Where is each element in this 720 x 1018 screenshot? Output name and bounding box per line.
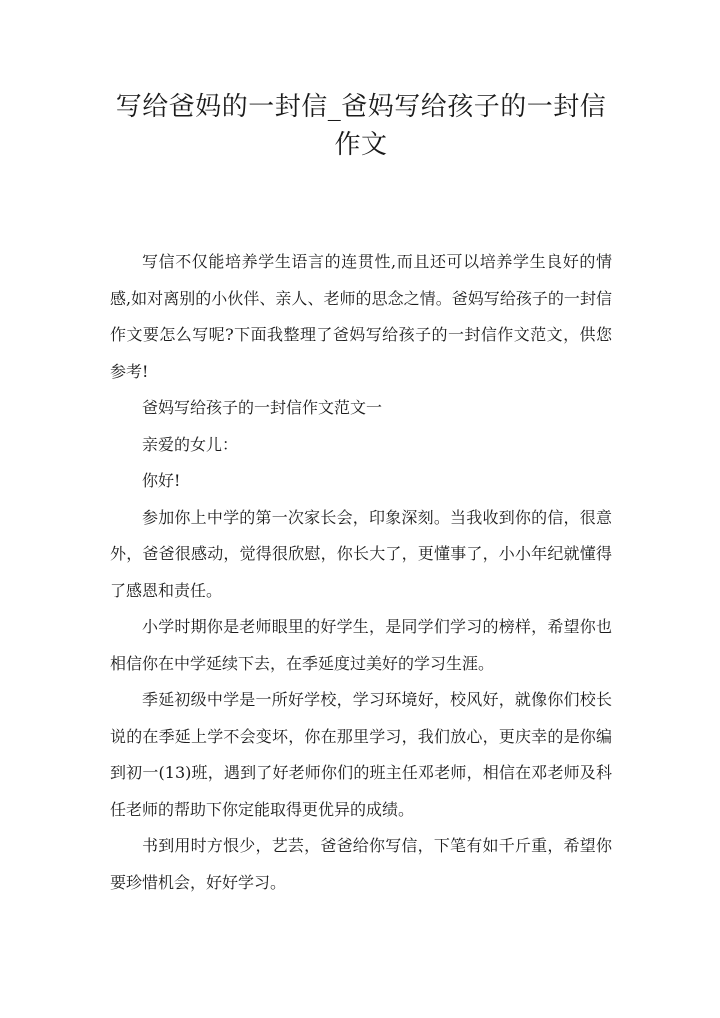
paragraph-salutation: 亲爱的女儿： [142,434,239,454]
paragraph-sample-heading: 爸妈写给孩子的一封信作文范文一 [142,398,383,417]
document-title: 写给爸妈的一封信_爸妈写给孩子的一封信作文 [115,92,607,160]
document-body [110,244,612,901]
paragraph-middle-school: 季延初级中学是一所好学校，学习环境好，校风好，就像你们校长说的在季延上学不会变坏，你在那里学习，我们放心，更庆幸的是你编到初一(13)班，遇到了好老师你们的班主任邓老师，相信在邓老师及科任老师的帮助下你定能取得更优异的成绩。 [110,690,612,819]
paragraph-greeting: 你好! [142,471,181,490]
paragraph-intro: 写信不仅能培养学生语言的连贯性,而且还可以培养学生良好的情感,如对离别的小伙伴、亲人、老师的思念之情。爸妈写给孩子的一封信作文要怎么写呢?下面我整理了爸妈写给孩子的一封信作文范文，供您参考! [110,252,612,381]
paragraph-closing-advice: 书到用时方恨少，艺芸，爸爸给你写信，下笔有如千斤重，希望你要珍惜机会，好好学习。 [110,836,612,892]
paragraph-primary-school: 小学时期你是老师眼里的好学生，是同学们学习的榜样，希望你也相信你在中学延续下去，在季延度过美好的学习生涯。 [110,617,612,673]
paragraph-parent-meeting: 参加你上中学的第一次家长会，印象深刻。当我收到你的信，很意外，爸爸很感动，觉得很欣慰，你长大了，更懂事了，小小年纪就懂得了感恩和责任。 [110,507,612,600]
